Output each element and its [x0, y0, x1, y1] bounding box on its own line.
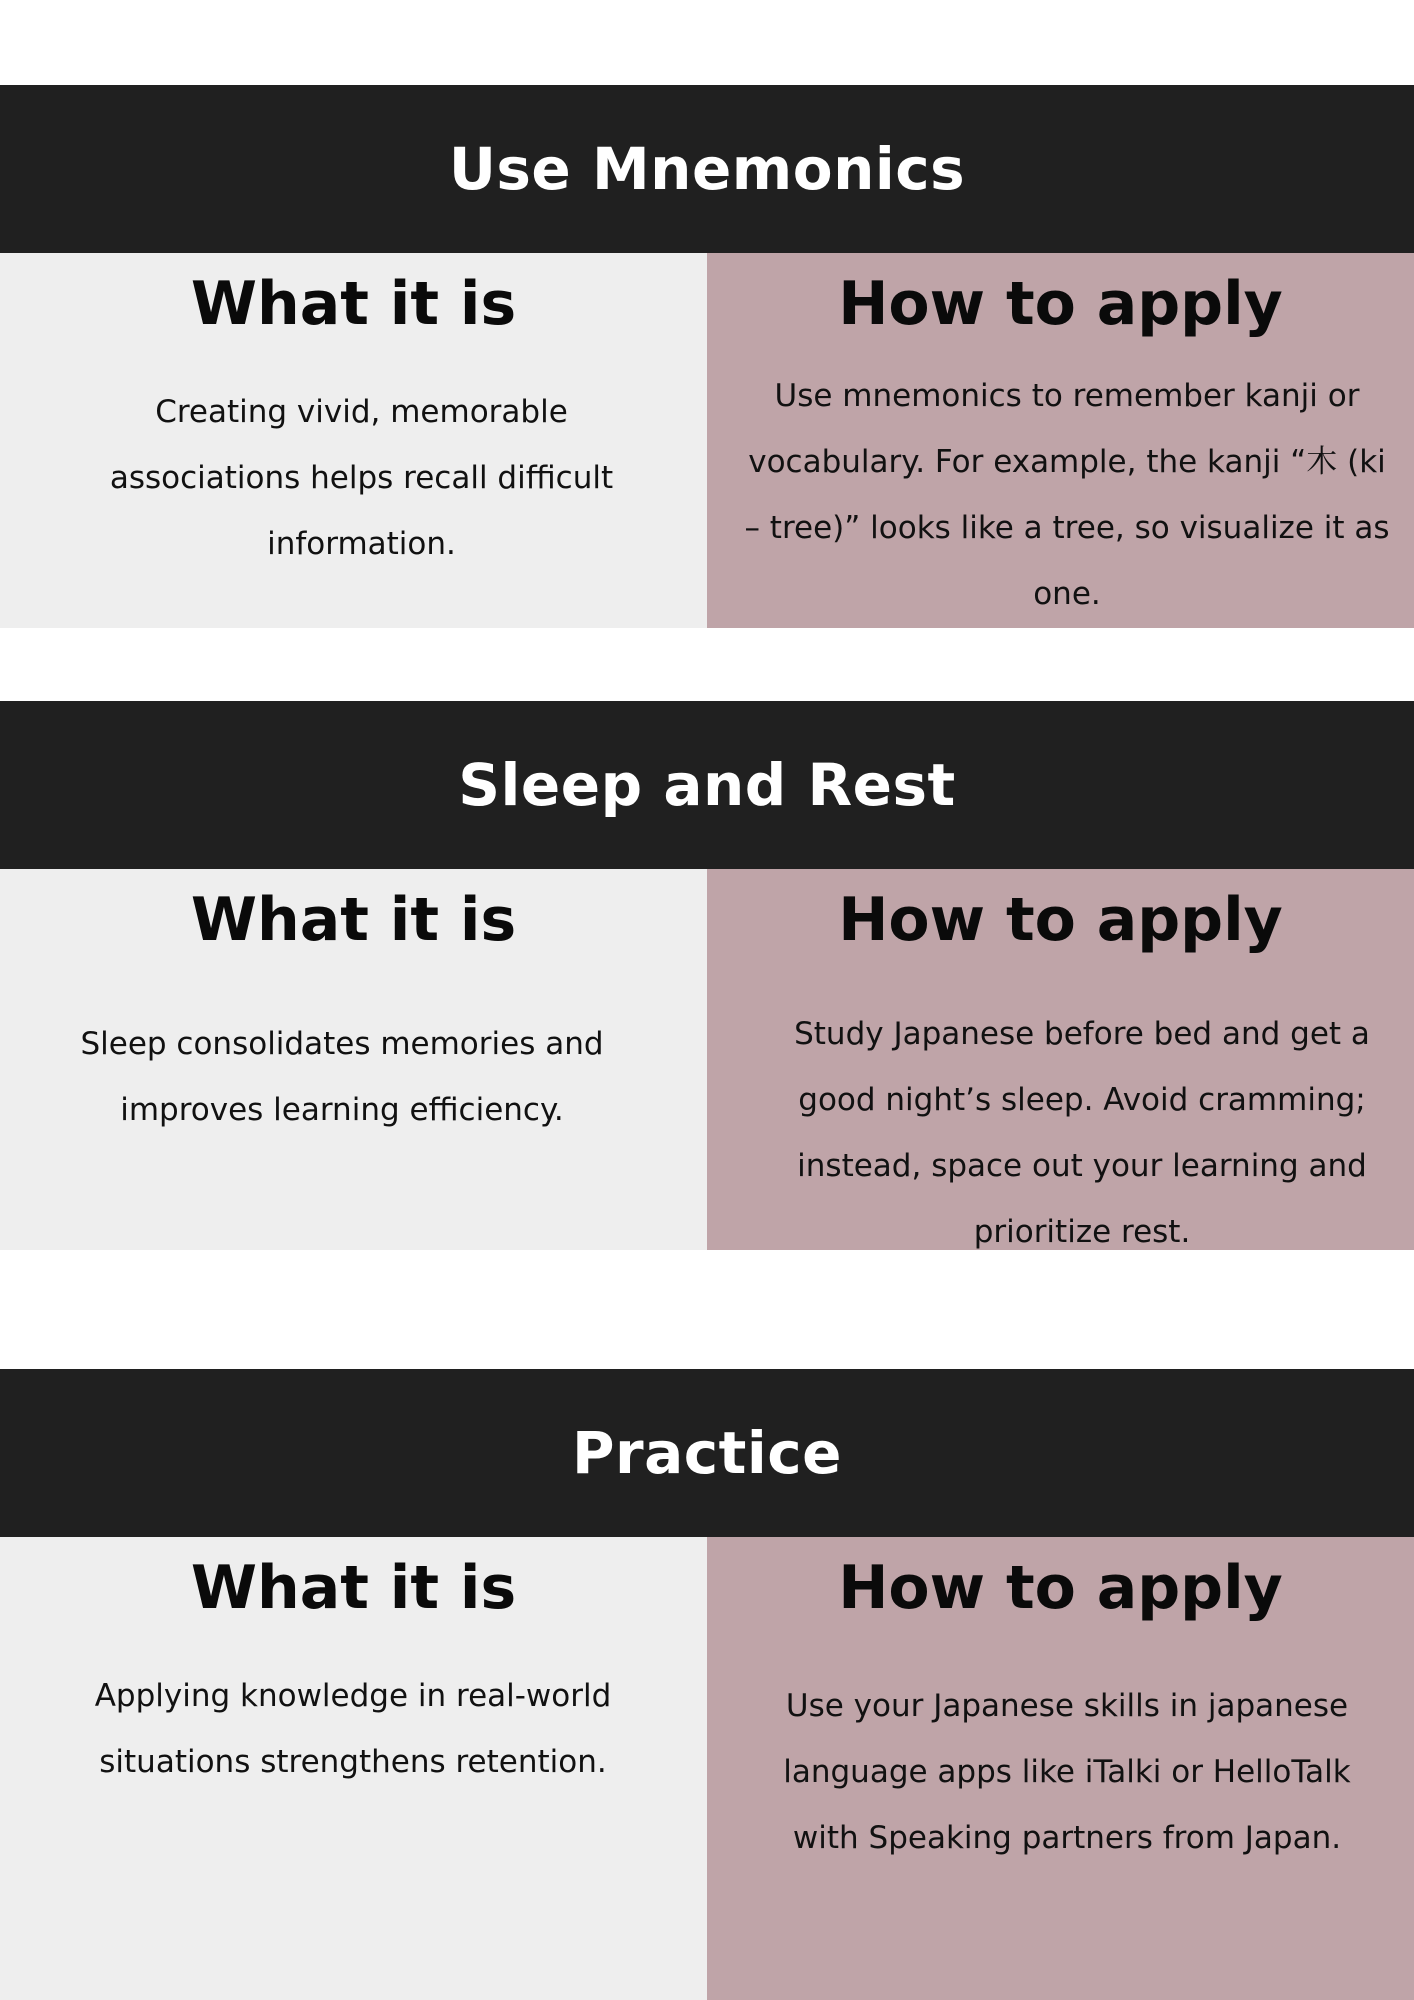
section-sleep-and-rest: [0, 701, 1414, 1250]
what-it-is-text: Applying knowledge in real-world situations strengthens retention.: [94, 1678, 612, 1780]
section-banner: [0, 85, 1414, 253]
how-to-apply-text: Use your Japanese skills in japanese language apps like iTalki or HelloTalk with Speaking partners from Japan.: [783, 1688, 1351, 1856]
how-to-apply-heading: How to apply: [838, 269, 1283, 339]
what-it-is-heading: What it is: [190, 269, 517, 339]
how-to-apply-heading: How to apply: [838, 885, 1283, 955]
what-it-is-text: Sleep consolidates memories and improves learning efficiency.: [80, 1026, 604, 1128]
how-to-apply-text: Study Japanese before bed and get a good night’s sleep. Avoid cramming; instead, space out your learning and prioritize rest.: [794, 1016, 1370, 1250]
section-title: Practice: [572, 1419, 842, 1487]
how-to-apply-panel: [707, 253, 1414, 628]
what-it-is-panel: [0, 1537, 707, 2000]
what-it-is-panel: [0, 253, 707, 628]
what-it-is-heading: What it is: [190, 1553, 517, 1623]
how-to-apply-text: Use mnemonics to remember kanji or vocabulary. For example, the kanji “木 (ki – tree)” looks like a tree, so visualize it as one.: [744, 378, 1390, 612]
section-title: Sleep and Rest: [458, 751, 956, 819]
how-to-apply-heading: How to apply: [838, 1553, 1283, 1623]
section-practice: [0, 1369, 1414, 2000]
section-use-mnemonics: [0, 85, 1414, 628]
section-banner: [0, 1369, 1414, 1537]
how-to-apply-panel: [707, 869, 1414, 1250]
what-it-is-text: Creating vivid, memorable associations helps recall difficult information.: [109, 394, 614, 562]
section-title: Use Mnemonics: [448, 135, 966, 203]
what-it-is-panel: [0, 869, 707, 1250]
section-banner: [0, 701, 1414, 869]
what-it-is-heading: What it is: [190, 885, 517, 955]
how-to-apply-panel: [707, 1537, 1414, 2000]
